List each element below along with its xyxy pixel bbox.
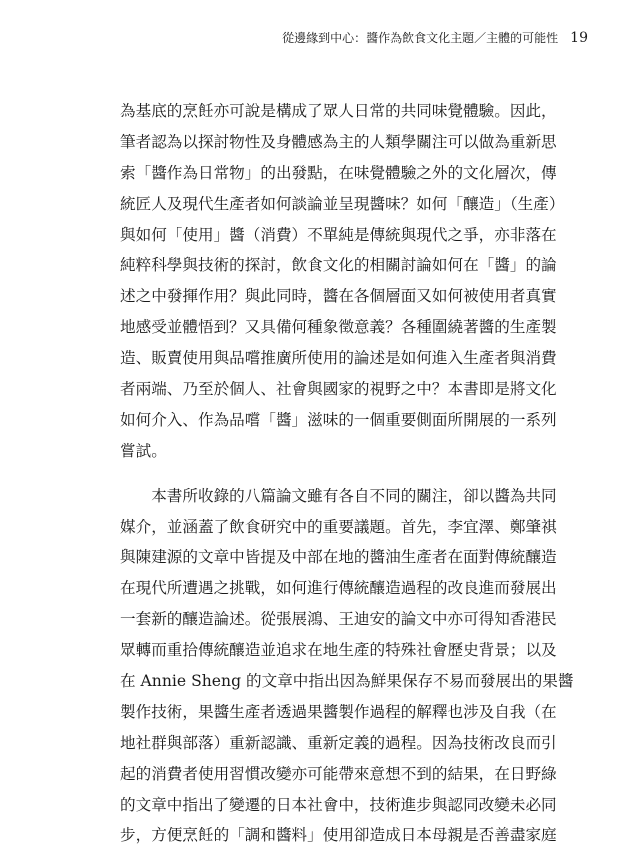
text-line: 造、販賣使用與品嚐推廣所使用的論述是如何進入生產者與消費 [120,349,557,368]
text-line: 純粹科學與技術的探討，飲食文化的相關討論如何在「醬」的論 [120,256,557,275]
body-text [120,96,574,851]
running-title: 從邊緣到中心：醬作為飲食文化主題／主體的可能性 [282,31,559,45]
text-line: 索「醬作為日常物」的出發點，在味覺體驗之外的文化層次，傳 [120,163,557,182]
text-line: 為基底的烹飪亦可說是構成了眾人日常的共同味覺體驗。因此， [120,102,557,120]
text-line: 在 Annie Sheng 的文章中指出因為鮮果保存不易而發展出的果醬 [120,672,574,691]
text-line: 媒介，並涵蓋了飲食研究中的重要議題。首先，李宜澤、鄭肇祺 [120,517,557,536]
text-line: 與陳建源的文章中皆提及中部在地的醬油生產者在面對傳統釀造 [120,548,557,567]
text-line: 本書所收錄的八篇論文雖有各自不同的關注，卻以醬為共同 [120,486,557,505]
text-line: 一套新的釀造論述。從張展鴻、王迪安的論文中亦可得知香港民 [120,610,557,629]
page-number: 19 [570,30,588,46]
text-line: 統匠人及現代生產者如何談論並呈現醬味？如何「釀造」（生產） [120,194,565,213]
text-line: 起的消費者使用習慣改變亦可能帶來意想不到的結果，在日野綠 [120,764,557,783]
paragraph-1 [120,96,565,467]
text-line: 製作技術，果醬生產者透過果醬製作過程的解釋也涉及自我（在 [120,702,557,721]
text-line: 在現代所遭遇之挑戰，如何進行傳統釀造過程的改良進而發展出 [120,579,557,598]
text-line: 如何介入、作為品嚐「醬」滋味的一個重要側面所開展的一系列 [120,410,557,429]
text-line: 眾轉而重拾傳統釀造並追求在地生產的特殊社會歷史背景；以及 [120,641,557,660]
text-line: 地感受並體悟到？又具備何種象徵意義？各種圍繞著醬的生產製 [120,318,557,337]
running-header [282,29,588,46]
text-line: 述之中發揮作用？與此同時，醬在各個層面又如何被使用者真實 [120,287,557,306]
text-line: 者兩端、乃至於個人、社會與國家的視野之中？本書即是將文化 [120,380,557,399]
text-line: 筆者認為以探討物性及身體感為主的人類學關注可以做為重新思 [120,132,557,151]
text-line: 步，方便烹飪的「調和醬料」使用卻造成日本母親是否善盡家庭 [120,826,557,845]
text-line: 嘗試。 [120,441,167,460]
paragraph-2 [120,481,574,851]
text-line: 的文章中指出了變遷的日本社會中，技術進步與認同改變未必同 [120,795,557,814]
text-line: 與如何「使用」醬（消費）不單純是傳統與現代之爭，亦非落在 [120,225,557,244]
text-line: 地社群與部落）重新認識、重新定義的過程。因為技術改良而引 [120,733,557,752]
paragraph-gap [120,467,550,481]
